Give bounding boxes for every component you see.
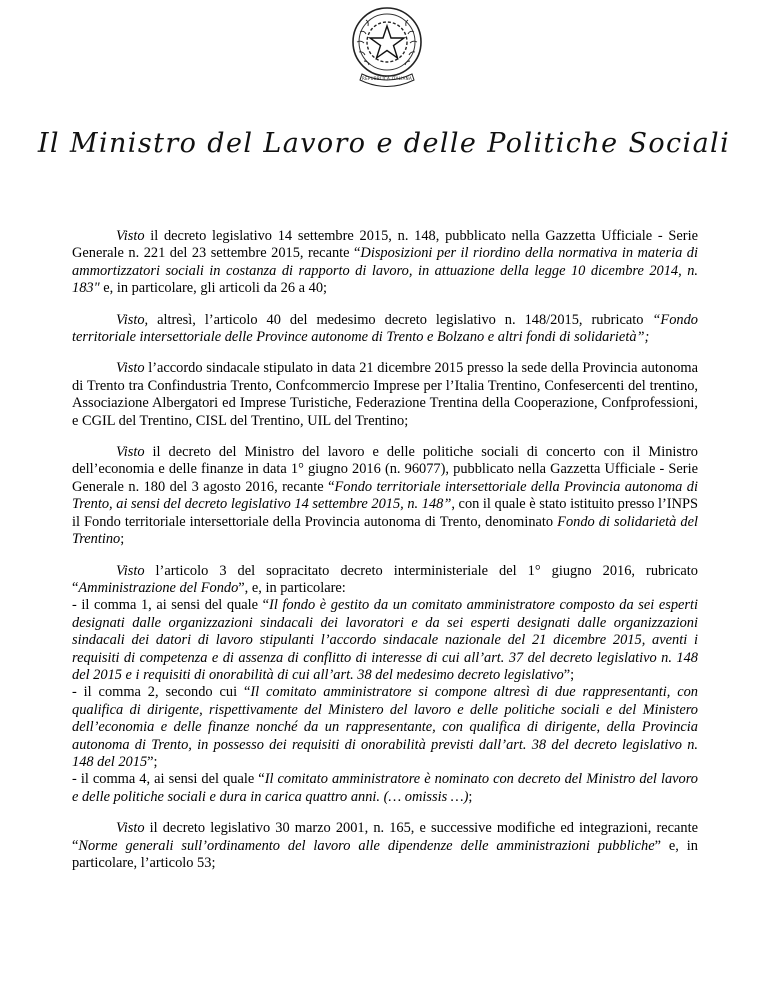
comma-2: - il comma 2, secondo cui “Il comitato amministratore si compone altresì di due rappresentanti, con qualifica di dirigente, rispettivamente del Ministero del lavoro e delle politiche sociali e del Ministero dell’economia e delle finanze nonché da un rappresentante, con qualifica di dirigente, della Provincia autonoma di Trento, in possesso dei requisiti di onorabilità previsti dall’art. 38 del decreto legislativo n. 148 del 2015”; — [72, 684, 698, 770]
paragraph-visto-decreto-165: Visto il decreto legislativo 30 marzo 2001, n. 165, e successive modifiche ed integrazioni, recante “Norme generali sull’ordinamento del lavoro alle dipendenze delle amministrazioni pubbliche” e, in particolare, l’articolo 53; — [72, 820, 698, 871]
emblem-ribbon-text: REPUBBLICA ITALIANA — [362, 76, 412, 81]
ministry-title: Il Ministro del Lavoro e delle Politiche Sociali — [37, 128, 731, 159]
document-body — [72, 228, 698, 872]
comma-1: - il comma 1, ai sensi del quale “Il fondo è gestito da un comitato amministratore composto da sei esperti designati dalle organizzazioni sindacali dei lavoratori e da sei esperti designati dalle organizzazioni sindacali dei datori di lavoro stipulanti l’accordo sindacale nazionale del 21 dicembre 2015, aventi i requisiti di competenza e di assenza di conflitto di interesse di cui all’art. 37 del decreto legislativo n. 148 del 2015 e i requisiti di onorabilità di cui all’art. 38 del medesimo decreto legislativo”; — [72, 597, 698, 683]
paragraph-visto-decreto-ministro: Visto il decreto del Ministro del lavoro e delle politiche sociali di concerto con il Ministro dell’economia e delle finanze in data 1° giugno 2016 (n. 96077), pubblicato nella Gazzetta Ufficiale - Serie Generale n. 180 del 3 agosto 2016, recante “Fondo territoriale intersettoriale della Provincia autonoma di Trento, ai sensi del decreto legislativo 14 settembre 2015, n. 148”, con il quale è stato istituito presso l’INPS il Fondo territoriale intersettoriale della Provincia autonoma di Trento, denominato Fondo di solidarietà del Trentino; — [72, 444, 699, 548]
paragraph-visto-decreto-148: Visto il decreto legislativo 14 settembre 2015, n. 148, pubblicato nella Gazzetta Ufficiale - Serie Generale n. 221 del 23 settembre 2015, recante “Disposizioni per il riordino della normativa in materia di ammortizzatori sociali in costanza di rapporto di lavoro, in attuazione della legge 10 dicembre 2014, n. 183" e, in particolare, gli articoli da 26 a 40; — [72, 228, 698, 297]
paragraph-visto-accordo-sindacale: Visto l’accordo sindacale stipulato in data 21 dicembre 2015 presso la sede della Provincia autonoma di Trento tra Confindustria Trento, Confcommercio Imprese per l’Italia Trentino, Confesercenti del trentino, Associazione Albergatori ed Imprese Turistiche, Federazione Trentina della Cooperazione, Confprofessioni, e CGIL del Trentino, CISL del Trentino, UIL del Trentino; — [72, 360, 698, 429]
paragraph-visto-articolo-40: Visto, altresì, l’articolo 40 del medesimo decreto legislativo n. 148/2015, rubricato “Fondo territoriale intersettoriale delle Province autonome di Trento e Bolzano e altri fondi di solidarietà”; — [72, 311, 698, 346]
comma-4: - il comma 4, ai sensi del quale “Il comitato amministratore è nominato con decreto del Ministro del lavoro e delle politiche sociali e dura in carica quattro anni. (… omissis …); — [72, 771, 698, 805]
paragraph-visto-articolo-3: Visto l’articolo 3 del sopracitato decreto interministeriale del 1° giugno 2016, rubricato “Amministrazione del Fondo”, e, in particolare: - il comma 1, ai sensi del quale “Il fondo è gestito da un comitato amministratore composto da sei esperti designati dalle organizzazioni sindacali dei lavoratori e da sei esperti designati dalle organizzazioni sindacali dei datori di lavoro stipulanti l’accordo sindacale nazionale del 21 dicembre 2015, aventi i requisiti di competenza e di assenza di conflitto di interesse di cui all’art. 37 del decreto legislativo n. 148 del 2015 e i requisiti di onorabilità di cui all’art. 38 del medesimo decreto legislativo”; - il comma 2, secondo cui “Il comitato amministratore si compone altresì di due rappresentanti, con qualifica di dirigente, rispettivamente del Ministero del lavoro e delle politiche sociali e del Ministero dell’economia e delle finanze nonché da un rappresentante, con qualifica di dirigente, della Provincia autonoma di Trento, in possesso dei requisiti di onorabilità previsti dall’art. 38 del decreto legislativo n. 148 del 2015”; - il comma 4, ai sensi del quale “Il comitato amministratore è nominato con decreto del Ministro del lavoro e delle politiche sociali e dura in carica quattro anni. (… omissis …); — [72, 562, 698, 805]
